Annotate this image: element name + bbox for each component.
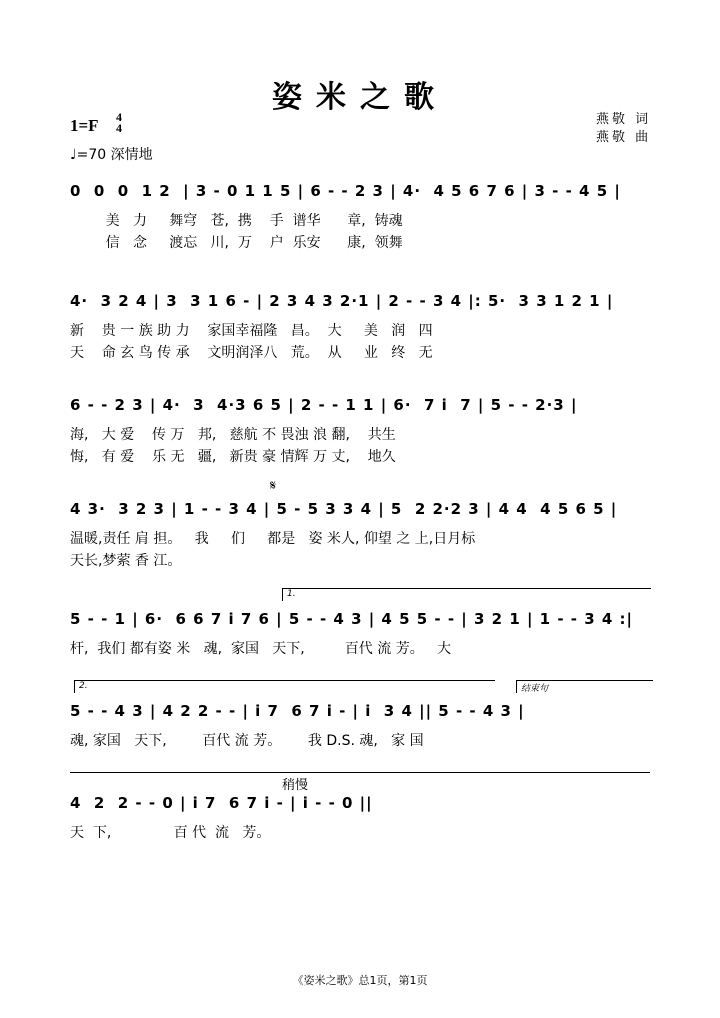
second-ending-bracket (74, 680, 495, 693)
second-ending-label: 2. (79, 681, 88, 691)
notes-line-2: 4· 3 2 4 | 3 3 1 6 - | 2 3 4 3 2·1 | 2 - - 3 4 |: 5· 3 3 1 2 1 | (70, 292, 614, 310)
composer-credit: 燕敬 曲 (596, 130, 652, 145)
ending-bracket (516, 680, 653, 693)
first-ending-label: 1. (287, 589, 296, 599)
time-signature (116, 112, 122, 134)
notes-line-7: 4 2 2 - - 0 | i 7 6 7 i - | i - - 0 || (70, 794, 373, 812)
segno-sign: 𝄋 (270, 478, 277, 494)
meter-top: 4 (116, 110, 122, 124)
key-signature: 1=F (70, 116, 99, 135)
score-line-7 (70, 794, 658, 924)
notes-line-5: 5 - - 1 | 6· 6 6 7 i 7 6 | 5 - - 4 3 | 4 5 5 - - | 3 2 1 | 1 - - 3 4 :| (70, 610, 634, 628)
notes-line-3: 6 - - 2 3 | 4· 3 4·3 6 5 | 2 - - 1 1 | 6· 7 i 7 | 5 - - 2·3 | (70, 396, 578, 414)
notes-line-4: 4 3· 3 2 3 | 1 - - 3 4 | 5 - 5 3 3 4 | 5 2 2·2 3 | 4 4 4 5 6 5 | (70, 500, 618, 518)
lyrics-verse1-line-5: 杆, 我们 都有姿 米 魂, 家国 天下, 百代 流 芳。 大 (70, 641, 452, 657)
notes-line-6: 5 - - 4 3 | 4 2 2 - - | i 7 6 7 i - | i 3 4 || 5 - - 4 3 | (70, 702, 525, 720)
lyrics-verse1-line-2: 新 贵 一 族 助 力 家国幸福隆 昌。 大 美 润 四 (70, 323, 433, 339)
lyrics-verse1-line-3: 海, 大 爱 传 万 邦, 慈航 不 畏浊 浪 翻, 共生 (70, 427, 396, 443)
first-ending-bracket (282, 588, 651, 601)
lyrics-verse2-line-1: 信 念 渡忘 川, 万 户 乐安 康, 领舞 (70, 235, 403, 251)
meter-bottom: 4 (116, 121, 122, 135)
page-footer: 《姿米之歌》总1页，第1页 (292, 974, 428, 987)
notes-line-1: 0 0 0 1 2 | 3 - 0 1 1 5 | 6 - - 2 3 | 4· 4 5 6 7 6 | 3 - - 4 5 | (70, 182, 621, 200)
ending-label: 结束句 (521, 684, 549, 694)
lyrics-verse1-line-1: 美 力 舞穹 苍, 携 手 谱华 章, 铸魂 (70, 213, 403, 229)
lyrics-verse1-line-6: 魂, 家国 天下, 百代 流 芳。 我 D.S. 魂, 家 国 (70, 733, 424, 749)
lyricist-credit: 燕敬 词 (596, 112, 652, 127)
lyrics-verse2-line-3: 悔, 有 爱 乐 无 疆, 新贵 豪 情辉 万 丈, 地久 (70, 449, 396, 465)
lyrics-verse1-line-7: 天 下, 百 代 流 芳。 (70, 825, 271, 841)
lyrics-verse1-line-4: 温暖,责任 肩 担。 我 们 都是 姿 米人, 仰望 之 上,日月标 (70, 531, 476, 547)
tempo-marking: ♩=70 深情地 (70, 147, 153, 163)
song-title: 姿米之歌 (272, 80, 448, 115)
slower-marking: 稍慢 (282, 778, 309, 793)
coda-bracket (70, 772, 650, 785)
lyrics-verse2-line-4: 天长,梦萦 香 江。 (70, 553, 182, 569)
lyrics-verse2-line-2: 天 命 玄 鸟 传 承 文明润泽八 荒。 从 业 终 无 (70, 345, 433, 361)
